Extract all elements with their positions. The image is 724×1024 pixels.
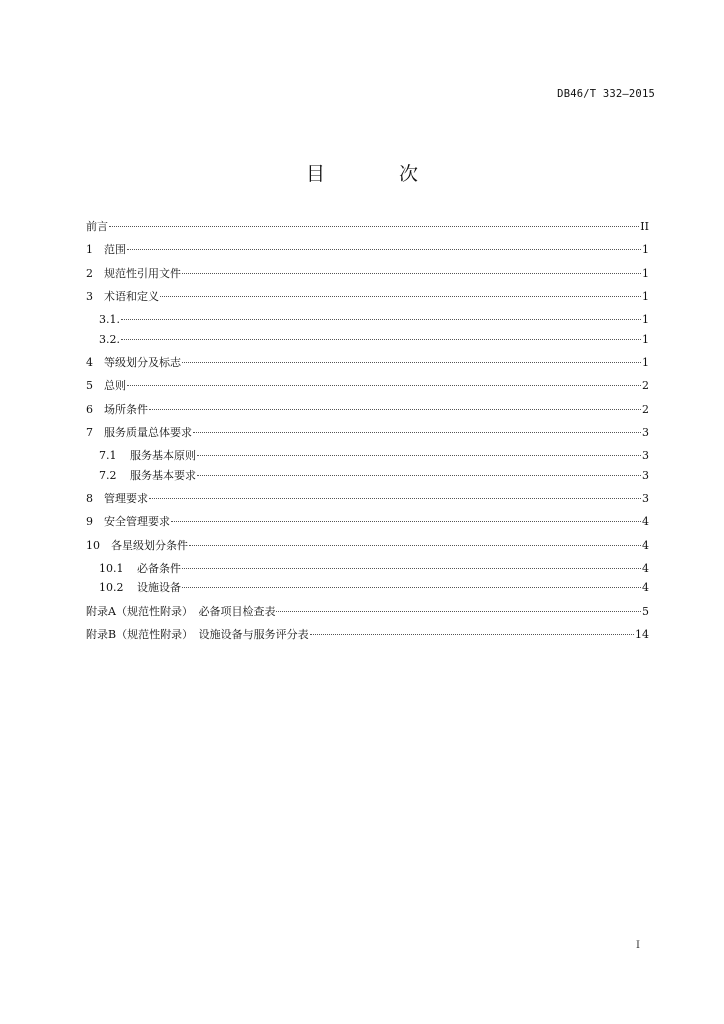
toc-entry-label: 安全管理要求 <box>104 515 170 529</box>
toc-entry-number: 10 <box>86 538 100 552</box>
toc-entry-number: 9 <box>86 515 93 529</box>
page-number: I <box>636 940 640 951</box>
toc-entry-label: 设施设备 <box>137 581 181 595</box>
toc-entry-number: 7 <box>86 425 93 439</box>
toc-entry-terms-definitions[interactable] <box>86 290 649 313</box>
toc-entry-7-1[interactable] <box>86 449 649 469</box>
toc-entry-page: 3 <box>642 468 649 482</box>
toc-entry-page: 3 <box>642 491 649 505</box>
toc-entry-page: 1 <box>642 313 649 327</box>
toc-dot-leader <box>121 319 641 320</box>
toc-entry-page: 1 <box>642 355 649 369</box>
toc-dot-leader <box>149 409 641 410</box>
toc-dot-leader <box>109 226 639 227</box>
toc-entry-label: 服务基本要求 <box>130 468 196 482</box>
toc-entry-3-1[interactable] <box>86 313 649 333</box>
toc-entry-number: 5 <box>86 379 93 393</box>
toc-entry-label: 附录A（规范性附录） 必备项目检查表 <box>86 604 276 618</box>
toc-entry-3-2[interactable] <box>86 333 649 356</box>
toc-entry-appendix-b[interactable] <box>86 628 649 651</box>
toc-entry-star-rating[interactable] <box>86 539 649 562</box>
toc-dot-leader <box>127 249 641 250</box>
toc-dot-leader <box>171 521 641 522</box>
toc-entry-page: 5 <box>642 604 649 618</box>
toc-entry-page: 4 <box>642 581 649 595</box>
toc-entry-page: 2 <box>642 379 649 393</box>
toc-entry-grading-signs[interactable] <box>86 356 649 379</box>
toc-entry-label: 范围 <box>104 243 126 257</box>
toc-entry-page: 3 <box>642 449 649 463</box>
toc-dot-leader <box>121 339 641 340</box>
toc-entry-page: 4 <box>642 515 649 529</box>
toc-entry-label: 3.1. <box>99 313 120 327</box>
toc-dot-leader <box>149 498 641 499</box>
toc-dot-leader <box>276 611 641 612</box>
toc-entry-service-quality[interactable] <box>86 426 649 449</box>
toc-dot-leader <box>189 545 641 546</box>
toc-entry-normative-references[interactable] <box>86 267 649 290</box>
toc-entry-page: 1 <box>642 289 649 303</box>
toc-entry-label: 附录B（规范性附录） 设施设备与服务评分表 <box>86 627 309 641</box>
toc-entry-page: 1 <box>642 332 649 346</box>
toc-entry-number: 4 <box>86 355 93 369</box>
toc-dot-leader <box>310 634 634 635</box>
table-of-contents <box>86 220 649 651</box>
toc-entry-number: 2 <box>86 266 93 280</box>
toc-entry-label: 总则 <box>104 379 126 393</box>
toc-dot-leader <box>182 273 641 274</box>
toc-dot-leader <box>197 475 641 476</box>
toc-entry-safety-management[interactable] <box>86 515 649 538</box>
toc-entry-10-1[interactable] <box>86 562 649 582</box>
toc-dot-leader <box>197 455 641 456</box>
toc-entry-page: 2 <box>642 402 649 416</box>
toc-entry-page: II <box>640 220 649 233</box>
toc-entry-label: 必备条件 <box>137 561 181 575</box>
toc-entry-number: 8 <box>86 491 93 505</box>
toc-dot-leader <box>182 362 641 363</box>
toc-entry-number: 3 <box>86 289 93 303</box>
toc-entry-number: 1 <box>86 243 93 257</box>
toc-entry-page: 3 <box>642 425 649 439</box>
toc-entry-label: 服务基本原则 <box>130 449 196 463</box>
toc-entry-label: 各星级划分条件 <box>111 538 188 552</box>
toc-entry-label: 规范性引用文件 <box>104 266 181 280</box>
toc-entry-foreword[interactable] <box>86 220 649 243</box>
document-code: DB46/T 332—2015 <box>557 88 655 100</box>
toc-entry-appendix-a[interactable] <box>86 605 649 628</box>
toc-dot-leader <box>182 587 641 588</box>
toc-entry-general[interactable] <box>86 379 649 402</box>
toc-entry-page: 14 <box>635 627 649 641</box>
toc-entry-management[interactable] <box>86 492 649 515</box>
toc-entry-number: 6 <box>86 402 93 416</box>
toc-entry-label: 前言 <box>86 220 108 233</box>
toc-entry-number: 7.2 <box>99 468 117 482</box>
toc-entry-label: 术语和定义 <box>104 289 159 303</box>
page-title: 目 次 <box>305 163 453 185</box>
toc-entry-page: 1 <box>642 266 649 280</box>
toc-entry-page: 4 <box>642 538 649 552</box>
toc-dot-leader <box>193 432 641 433</box>
toc-entry-label: 场所条件 <box>104 402 148 416</box>
toc-entry-7-2[interactable] <box>86 469 649 492</box>
toc-entry-label: 服务质量总体要求 <box>104 425 192 439</box>
toc-entry-number: 10.1 <box>99 561 124 575</box>
toc-entry-number: 7.1 <box>99 449 117 463</box>
toc-entry-page: 4 <box>642 561 649 575</box>
toc-entry-label: 管理要求 <box>104 491 148 505</box>
toc-entry-number: 10.2 <box>99 581 124 595</box>
toc-entry-10-2[interactable] <box>86 581 649 604</box>
toc-entry-label: 等级划分及标志 <box>104 355 181 369</box>
toc-entry-venue-conditions[interactable] <box>86 403 649 426</box>
toc-dot-leader <box>182 568 641 569</box>
toc-dot-leader <box>127 385 641 386</box>
toc-entry-label: 3.2. <box>99 332 120 346</box>
toc-entry-scope[interactable] <box>86 243 649 266</box>
toc-dot-leader <box>160 296 641 297</box>
toc-entry-page: 1 <box>642 243 649 257</box>
